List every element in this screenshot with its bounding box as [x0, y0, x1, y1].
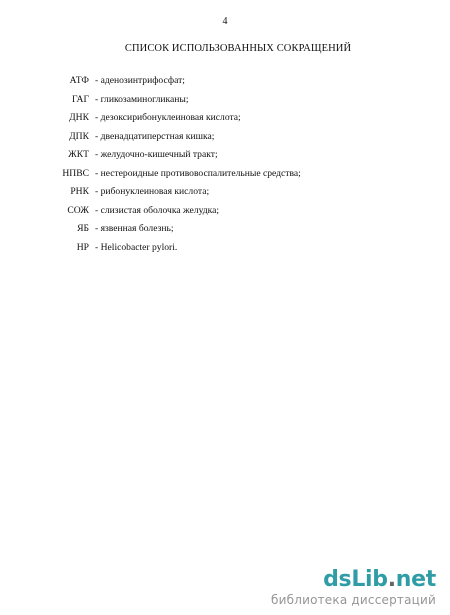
- page-number: 4: [222, 16, 228, 27]
- abbreviation-term: HP: [76, 241, 89, 253]
- dslib-watermark: [271, 569, 436, 607]
- abbreviation-term: ГАГ: [72, 93, 89, 105]
- watermark-logo-main: dsLib: [323, 567, 388, 592]
- abbreviation-definition: - Helicobacter pylori.: [95, 241, 178, 253]
- abbreviation-definition: - двенадцатиперстная кишка;: [95, 130, 215, 142]
- abbreviation-definition: - дезоксирибонуклеиновая кислота;: [95, 112, 241, 123]
- abbreviation-row: [0, 242, 450, 261]
- abbreviation-definition: - аденозинтрифосфат;: [95, 75, 185, 86]
- page-heading: СПИСОК ИСПОЛЬЗОВАННЫХ СОКРАЩЕНИЙ: [124, 43, 352, 54]
- abbreviation-definition: - гликозаминогликаны;: [95, 93, 189, 105]
- abbreviation-definition: - нестероидные противовоспалительные средства;: [95, 167, 301, 179]
- abbreviation-row: [0, 75, 450, 94]
- watermark-logo: [271, 569, 436, 591]
- abbreviation-term: СОЖ: [67, 204, 89, 216]
- abbreviation-definition: - язвенная болезнь;: [95, 223, 174, 234]
- abbreviation-term: ДНК: [69, 112, 89, 123]
- abbreviation-row: [0, 94, 450, 113]
- abbreviation-list: [0, 75, 450, 260]
- abbreviation-row: [0, 112, 450, 131]
- watermark-logo-dot: .: [387, 567, 396, 592]
- abbreviation-term: АТФ: [69, 75, 89, 86]
- watermark-logo-tld: net: [395, 567, 436, 592]
- abbreviation-row: [0, 223, 450, 242]
- abbreviation-row: [0, 168, 450, 187]
- abbreviation-term: ЖКТ: [68, 149, 89, 160]
- abbreviation-row: [0, 205, 450, 224]
- watermark-subtitle: библиотека диссертаций: [271, 593, 436, 607]
- abbreviation-definition: - рибонуклеиновая кислота;: [95, 186, 210, 197]
- abbreviation-definition: - желудочно-кишечный тракт;: [95, 149, 218, 160]
- abbreviation-term: НПВС: [62, 167, 89, 179]
- abbreviation-row: [0, 186, 450, 205]
- abbreviation-term: ДПК: [69, 130, 89, 142]
- abbreviation-row: [0, 149, 450, 168]
- abbreviation-row: [0, 131, 450, 150]
- abbreviation-term: РНК: [70, 186, 89, 197]
- abbreviation-definition: - слизистая оболочка желудка;: [95, 204, 220, 216]
- abbreviation-term: ЯБ: [77, 223, 89, 234]
